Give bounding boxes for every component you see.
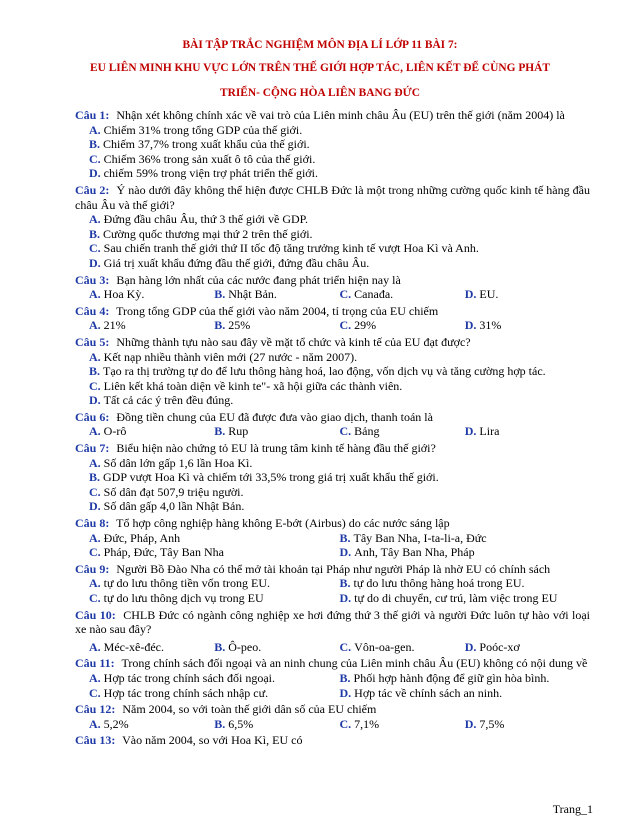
option-text: Anh, Tây Ban Nha, Pháp: [354, 545, 475, 560]
option-text: 21%: [103, 318, 126, 333]
option-row: [75, 287, 590, 302]
question-number: Câu 13:: [75, 733, 116, 748]
option-text: Pháp, Đức, Tây Ban Nha: [103, 545, 224, 560]
option-9d: [340, 591, 591, 606]
option-row: [75, 717, 590, 732]
option-letter: C.: [89, 685, 101, 700]
option-letter: D.: [89, 499, 101, 514]
option-text: 7,1%: [354, 716, 380, 731]
title-line-2: EU LIÊN MINH KHU VỰC LỚN TRÊN THẾ GIỚI HỢP TÁC, LIÊN KẾT ĐỂ CÙNG PHÁT: [90, 62, 550, 74]
question-text: Trong tổng GDP của thế giới vào năm 2004, tỉ trọng của EU chiếm: [116, 303, 439, 318]
option-3a: [89, 287, 214, 302]
question-4: [75, 304, 590, 319]
option-text: Số dân gấp 4,0 lần Nhật Bản.: [103, 499, 245, 514]
option-row: [75, 640, 590, 655]
question-number: Câu 9:: [75, 561, 110, 576]
option-letter: C.: [89, 241, 101, 256]
question-text: Biểu hiện nào chứng tỏ EU là trung tâm kinh tế hàng đầu thế giới?: [116, 441, 436, 456]
question-number: Câu 10:: [75, 607, 116, 622]
option-letter: A.: [89, 122, 101, 137]
question-number: Câu 3:: [75, 272, 110, 287]
option-letter: D.: [464, 318, 477, 333]
option-8c: [89, 545, 340, 560]
option-text: 6,5%: [228, 716, 254, 731]
option-letter: B.: [89, 364, 101, 379]
option-text: Hợp tác trong chính sách nhập cư.: [103, 685, 269, 700]
option-letter: A.: [89, 639, 101, 654]
option-text: Tạo ra thị trường tự do để lưu thông hàng hoá, lao động, vốn dịch vụ và tăng cường hợp tác.: [103, 364, 546, 379]
option-text: tự do lưu thông dịch vụ trong EU: [103, 591, 264, 605]
option-text: Chiếm 37,7% trong xuất khẩu của thế giới.: [103, 137, 310, 152]
option-letter: C.: [89, 545, 101, 560]
question-text: Ý nào dưới đây không thể hiện được CHLB Đức là một trong những cường quốc kinh tế hàng đầu châu Âu và thế giới?: [75, 182, 591, 212]
option-letter: A.: [89, 670, 101, 685]
option-5d: [75, 393, 590, 408]
option-letter: B.: [214, 716, 226, 731]
option-2c: [75, 241, 590, 256]
question-text: Vào năm 2004, so với Hoa Kì, EU có: [122, 733, 303, 748]
option-12b: [214, 717, 339, 732]
option-text: Canađa.: [354, 287, 394, 302]
option-letter: B.: [214, 287, 226, 302]
option-letter: C.: [89, 591, 101, 605]
option-5c: [75, 379, 590, 394]
option-letter: B.: [214, 424, 226, 439]
option-text: Poóc-xơ: [479, 639, 520, 654]
option-letter: C.: [339, 716, 352, 731]
option-12c: [340, 717, 465, 732]
question-7: [75, 441, 590, 456]
option-6b: [214, 424, 339, 439]
option-7b: [75, 470, 590, 485]
option-text: tự do di chuyển, cư trú, làm việc trong EU: [354, 591, 558, 605]
option-letter: A.: [89, 349, 101, 364]
option-row: [75, 531, 590, 546]
option-5b: [75, 364, 590, 379]
option-10c: [340, 640, 465, 655]
option-text: Đức, Pháp, Anh: [103, 530, 181, 545]
option-6d: [465, 424, 590, 439]
question-text: Người Bồ Đào Nha có thể mở tài khoản tại Pháp như người Pháp là nhờ EU có chính sách: [116, 561, 551, 576]
option-letter: B.: [89, 470, 101, 485]
option-letter: C.: [339, 318, 352, 333]
option-letter: B.: [339, 670, 351, 685]
question-2: [75, 183, 590, 212]
option-9a: [89, 576, 340, 591]
option-6a: [89, 424, 214, 439]
question-list: [75, 108, 590, 748]
question-number: Câu 6:: [75, 409, 110, 424]
question-text: Những thành tựu nào sau đây về mặt tổ chức và kinh tế của EU đạt được?: [116, 334, 471, 349]
option-letter: D.: [339, 685, 352, 700]
option-text: Hợp tác về chính sách an ninh.: [354, 685, 503, 700]
option-3d: [465, 287, 590, 302]
option-letter: D.: [464, 287, 477, 302]
option-row: [75, 545, 590, 560]
option-text: Phối hợp hành động để giữ gìn hòa bình.: [353, 670, 550, 685]
option-text: 31%: [479, 318, 502, 333]
option-letter: B.: [339, 576, 351, 591]
option-11b: [340, 671, 591, 686]
option-letter: A.: [89, 212, 101, 227]
option-5a: [75, 350, 590, 365]
question-5: [75, 335, 590, 350]
option-letter: B.: [89, 137, 101, 152]
option-text: 29%: [354, 318, 377, 333]
option-7a: [75, 456, 590, 471]
option-text: Số dân đạt 507,9 triệu người.: [103, 484, 244, 499]
option-letter: C.: [339, 424, 352, 439]
option-text: Liên kết khá toàn diện về kinh te"- xã hội giữa các thành viên.: [103, 378, 403, 393]
option-text: 25%: [228, 318, 251, 333]
question-9: [75, 562, 590, 577]
option-4a: [89, 318, 214, 333]
option-10a: [89, 640, 214, 655]
question-text: Đồng tiền chung của EU đã được đưa vào giao dịch, thanh toán là: [116, 409, 433, 424]
question-6: [75, 410, 590, 425]
option-text: 7,5%: [479, 716, 505, 731]
option-row: [75, 424, 590, 439]
option-7d: [75, 499, 590, 514]
option-letter: D.: [89, 166, 101, 181]
question-number: Câu 7:: [75, 441, 110, 456]
option-row: [75, 576, 590, 591]
question-text: Bạn hàng lớn nhất của các nước đang phát triển hiện nay là: [116, 272, 401, 287]
option-10b: [214, 640, 339, 655]
option-letter: B.: [89, 226, 101, 241]
option-letter: D.: [89, 255, 101, 270]
option-text: Ô-peo.: [228, 639, 262, 654]
option-text: Cường quốc thương mại thứ 2 trên thế giới.: [103, 226, 313, 241]
option-row: [75, 671, 590, 686]
option-12d: [465, 717, 590, 732]
option-11c: [89, 686, 340, 701]
option-6c: [340, 424, 465, 439]
option-11d: [340, 686, 591, 701]
page-number: Trang_1: [552, 802, 593, 816]
option-1a: [75, 123, 590, 138]
option-text: Tây Ban Nha, I-ta-li-a, Đức: [353, 530, 487, 545]
option-8a: [89, 531, 340, 546]
question-11: [75, 656, 590, 671]
option-text: EU.: [479, 287, 499, 302]
option-letter: A.: [89, 318, 101, 333]
option-9b: [340, 576, 591, 591]
option-text: Giá trị xuất khẩu đứng đầu thế giới, đứng đầu châu Âu.: [103, 255, 370, 270]
option-text: Tất cả các ý trên đều đúng.: [103, 393, 234, 408]
option-8d: [340, 545, 591, 560]
option-8b: [340, 531, 591, 546]
option-text: Lira: [479, 424, 500, 439]
option-letter: D.: [339, 591, 352, 605]
option-text: O-rô: [103, 424, 127, 439]
option-7c: [75, 485, 590, 500]
option-text: Méc-xê-đéc.: [103, 639, 164, 654]
title-line-1: BÀI TẬP TRẮC NGHIỆM MÔN ĐỊA LÍ LỚP 11 BÀI 7:: [182, 39, 458, 51]
option-text: Bảng: [354, 424, 380, 439]
question-number: Câu 1:: [75, 108, 110, 122]
option-11a: [89, 671, 340, 686]
option-letter: A.: [89, 287, 101, 302]
option-letter: D.: [339, 545, 352, 560]
option-3c: [340, 287, 465, 302]
option-text: Số dân lớn gấp 1,6 lần Hoa Kì.: [103, 455, 253, 470]
option-text: tự do lưu thông hàng hoá trong EU.: [353, 576, 525, 591]
title-line-3: TRIỂN- CỘNG HÒA LIÊN BANG ĐỨC: [220, 87, 420, 99]
option-text: chiếm 59% trong viện trợ phát triển thế giới.: [103, 166, 318, 181]
option-1b: [75, 137, 590, 152]
option-row: [75, 591, 590, 606]
option-4b: [214, 318, 339, 333]
option-9c: [89, 591, 340, 606]
option-text: Kết nạp nhiều thành viên mới (27 nước - năm 2007).: [103, 349, 358, 364]
option-letter: C.: [339, 639, 352, 654]
option-1c: [75, 152, 590, 167]
question-number: Câu 11:: [75, 656, 115, 671]
option-letter: C.: [339, 287, 352, 302]
option-1d: [75, 166, 590, 181]
option-letter: C.: [89, 151, 101, 166]
option-12a: [89, 717, 214, 732]
option-letter: D.: [464, 716, 477, 731]
option-text: 5,2%: [103, 716, 129, 731]
question-text: CHLB Đức có ngành công nghiệp xe hơi đứng thứ 3 thế giới và người Đức luôn tự hào với loại xe nào sau đây?: [75, 607, 591, 637]
question-8: [75, 516, 590, 531]
option-text: Hoa Kỳ.: [103, 287, 145, 302]
option-10d: [465, 640, 590, 655]
option-text: Rup: [228, 424, 249, 439]
option-text: Hợp tác trong chính sách đối ngoại.: [103, 670, 275, 685]
option-letter: D.: [89, 393, 101, 408]
question-1: [75, 108, 590, 123]
option-letter: A.: [89, 455, 101, 470]
option-row: [75, 318, 590, 333]
option-3b: [214, 287, 339, 302]
option-letter: A.: [89, 424, 101, 439]
question-number: Câu 8:: [75, 516, 110, 531]
option-letter: D.: [464, 424, 477, 439]
question-text: Trong chính sách đối ngoại và an ninh chung của Liên minh châu Âu (EU) không có nội dung về: [121, 656, 588, 671]
option-text: Chiếm 31% trong tổng GDP của thế giới.: [103, 122, 303, 137]
option-letter: A.: [89, 716, 101, 731]
option-text: Sau chiến tranh thế giới thứ II tốc độ tăng trưởng kinh tế vượt Hoa Kì và Anh.: [103, 241, 479, 256]
question-10: [75, 608, 590, 637]
question-3: [75, 273, 590, 288]
option-2b: [75, 227, 590, 242]
question-12: [75, 702, 590, 717]
question-text: Năm 2004, so với toàn thế giới dân số của EU chiếm: [122, 702, 377, 717]
question-number: Câu 4:: [75, 303, 110, 318]
option-letter: D.: [464, 639, 477, 654]
question-number: Câu 5:: [75, 334, 110, 349]
question-13: [75, 733, 590, 748]
question-text: Nhận xét không chính xác về vai trò của Liên minh châu Âu (EU) trên thế giới (năm 2004) là: [116, 108, 565, 122]
question-number: Câu 2:: [75, 182, 110, 197]
option-letter: C.: [89, 484, 101, 499]
option-text: Nhật Bản.: [228, 287, 277, 302]
option-letter: C.: [89, 378, 101, 393]
option-2a: [75, 212, 590, 227]
option-text: GDP vượt Hoa Kì và chiếm tới 33,5% trong giá trị xuất khẩu thế giới.: [103, 470, 439, 485]
option-text: Chiếm 36% trong sản xuất ô tô của thế giới.: [103, 151, 316, 166]
option-4d: [465, 318, 590, 333]
option-letter: A.: [89, 530, 101, 545]
option-text: Vôn-oa-gen.: [354, 639, 415, 654]
question-text: Tổ hợp công nghiệp hàng không E-bớt (Airbus) do các nước sáng lập: [116, 516, 450, 531]
option-letter: A.: [89, 576, 101, 591]
option-2d: [75, 256, 590, 271]
option-row: [75, 686, 590, 701]
option-letter: B.: [214, 639, 226, 654]
option-letter: B.: [339, 530, 351, 545]
option-text: Đứng đầu châu Âu, thứ 3 thế giới về GDP.: [103, 212, 308, 227]
option-text: tự do lưu thông tiền vốn trong EU.: [103, 576, 271, 591]
question-number: Câu 12:: [75, 702, 116, 717]
option-4c: [340, 318, 465, 333]
option-letter: B.: [214, 318, 226, 333]
